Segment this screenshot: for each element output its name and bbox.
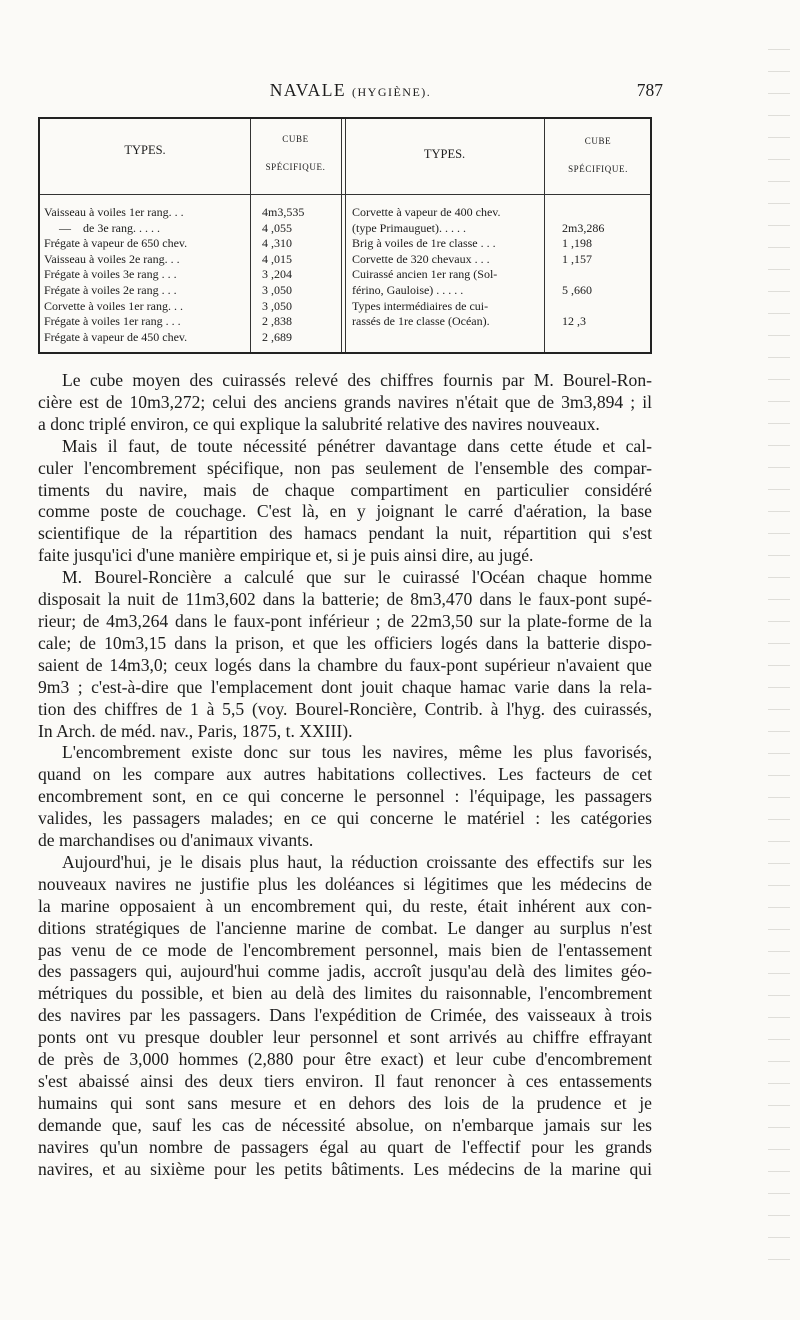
header-cube-right [544, 127, 652, 183]
body-line: s'est abaissé ainsi des deux tiers environ. Il faut renoncer à ces entassements [38, 1071, 652, 1091]
table-row-value: 1 ,198 [562, 236, 592, 251]
body-line: de marchandises ou d'animaux vivants. [38, 830, 314, 851]
body-line: cale; de 10m3,15 dans la prison, et que les officiers logés dans la batterie dispo- [38, 632, 652, 653]
header-cube-left-1: CUBE [282, 134, 309, 144]
body-line: culer l'encombrement spécifique, non pas seulement de l'ensemble des compar- [38, 457, 652, 478]
table-row-type: Corvette à vapeur de 400 chev. [352, 205, 501, 219]
body-line: rieur; de 4m3,264 dans le faux-pont inférieur ; de 22m3,50 sur la plate-forme de la [38, 610, 652, 631]
body-line: valides, les passagers malades; en ce qui concerne le matériel : les catégories [38, 808, 652, 829]
table-row-type: Frégate à vapeur de 450 chev. [44, 329, 188, 344]
right-values-column [562, 205, 648, 330]
table-row-value: 4 ,310 [262, 236, 292, 251]
table-row-type: Brig à voiles de 1re classe . . . [352, 236, 496, 251]
table-header-rule [40, 194, 650, 195]
cube-table [38, 117, 652, 354]
table-row-value: 3 ,050 [262, 282, 292, 297]
body-line: navires, et au sixième pour les petits bâtiments. Les médecins de la marine qui [38, 1158, 652, 1179]
table-row-value: 4 ,015 [262, 251, 292, 266]
body-text [38, 370, 652, 1181]
body-line: saient de 14m3,0; ceux logés dans la chambre du faux-pont supérieur n'avaient que [38, 654, 652, 675]
body-line: demande que, sauf les cas de nécessité absolue, on n'embarque jamais sur les [38, 1114, 652, 1135]
body-line: tion des chiffres de 1 à 5,5 (voy. Bourel-Roncière, Contrib. à l'hyg. des cuirassés, [38, 698, 652, 719]
table-row-type: Vaisseau à voiles 2e rang. . . [44, 251, 180, 266]
body-line: Aujourd'hui, je le disais plus haut, la réduction croissante des effectifs sur les [62, 851, 652, 872]
body-line: humains qui sont sans mesure et en dehors des lois de la prudence et je [38, 1092, 652, 1113]
table-row-value: 4 ,055 [262, 220, 292, 235]
table-row-value: 4m3,535 [262, 205, 305, 219]
table-row-value: 2 ,689 [262, 329, 292, 344]
body-line: M. Bourel-Roncière a calculé que sur le cuirassé l'Océan chaque homme [62, 567, 652, 588]
table-row-value: 3 ,204 [262, 267, 292, 282]
body-line: des navires par les passagers. Dans l'expédition de Crimée, des vaisseaux à trois [38, 1005, 652, 1026]
table-row-value: 5 ,660 [562, 282, 592, 297]
table-row-type: Cuirassé ancien 1er rang (Sol- [352, 267, 498, 282]
body-line: Mais il faut, de toute nécessité pénétrer davantage dans cette étude et cal- [62, 435, 652, 456]
body-line: In Arch. de méd. nav., Paris, 1875, t. XXIII). [38, 720, 353, 741]
left-values-column [262, 205, 338, 345]
body-line: a donc triplé environ, ce qui explique la salubrité relative des navires nouveaux. [38, 413, 600, 434]
body-line: la marine opposaient à un encombrement qui, du reste, était inhérent aux con- [38, 895, 652, 916]
body-line: de près de 3,000 hommes (2,880 pour être exact) et leur cube d'encombrement [38, 1049, 652, 1070]
header-cube-right-1: CUBE [584, 136, 612, 146]
table-row-type: Frégate à voiles 3e rang . . . [44, 267, 177, 282]
body-line: scientifique de la répartition des hamacs pendant la nuit, répartition qui s'est [38, 523, 652, 544]
header-cube-right-2: SPÉCIFIQUE. [568, 164, 628, 174]
body-line: disposait la nuit de 11m3,602 dans la batterie; de 8m3,470 dans le faux-pont supé- [38, 589, 652, 610]
running-title [38, 80, 663, 101]
body-line: nouveaux navires ne justifie plus les doléances si légitimes que les médecins de [38, 873, 652, 894]
body-line: L'encombrement existe donc sur tous les navires, même les plus favorisés, [62, 742, 652, 763]
body-line: pas venu de ce mode de l'encombrement personnel, mais bien de l'entassement [38, 939, 652, 960]
table-row-value [562, 299, 648, 315]
table-row-type: Types intermédiaires de cui- [352, 298, 489, 313]
body-line: quand on les compare aux autres habitations collectives. Les facteurs de cet [38, 764, 652, 785]
table-row-type: Frégate à voiles 1er rang . . . [44, 314, 181, 329]
page-header [38, 80, 663, 106]
body-line: ponts ont vu presque doubler leur personnel et sont arrivés au chiffre effrayant [38, 1027, 652, 1048]
body-line: encombrement sont, en ce qui concerne le personnel : l'équipage, les passagers [38, 786, 652, 807]
running-title-sub: (HYGIÈNE). [351, 85, 432, 99]
table-row-value [562, 267, 648, 283]
table-row-value: 2 ,838 [262, 314, 292, 329]
left-types-column [44, 205, 248, 345]
table-row-value: 12 ,3 [562, 314, 586, 329]
body-line: des passagers qui, aujourd'hui comme jadis, accroît jusqu'au delà des limites géo- [38, 961, 652, 982]
table-row-value [562, 205, 648, 221]
header-types-left: TYPES. [124, 143, 166, 157]
table-row-type: férino, Gauloise) . . . . . [352, 282, 464, 297]
body-line: navires qu'un nombre de passagers égal au quart de l'effectif pour les grands [38, 1136, 652, 1157]
table-row-type: Corvette à voiles 1er rang. . . [44, 298, 183, 313]
body-line: timents du navire, mais de chaque compartiment en particulier considéré [38, 479, 652, 500]
body-line: Le cube moyen des cuirassés relevé des chiffres fournis par M. Bourel-Ron- [62, 370, 652, 390]
body-line: comme poste de couchage. C'est là, en y joignant le carré d'aération, la base [38, 501, 652, 522]
body-line: ditions stratégiques de l'ancienne marine de combat. Le danger au surplus n'est [38, 917, 652, 938]
table-row-type: Frégate à vapeur de 650 chev. [44, 236, 188, 251]
body-line: faite jusqu'ici d'une manière empirique et, si je puis ainsi dire, au jugé. [38, 545, 534, 566]
page-number: 787 [636, 80, 663, 100]
table-row-value: 1 ,157 [562, 251, 592, 266]
running-title-main: NAVALE [269, 80, 347, 100]
table-row-value: 2m3,286 [562, 220, 605, 235]
table-row-type: Corvette de 320 chevaux . . . [352, 251, 490, 266]
header-cube-left [250, 125, 341, 181]
table-row-type: rassés de 1re classe (Océan). [352, 314, 490, 329]
table-row-type: Frégate à voiles 2e rang . . . [44, 282, 177, 297]
table-row-value: 3 ,050 [262, 298, 292, 313]
header-cube-left-2: SPÉCIFIQUE. [265, 162, 326, 172]
body-line: 9m3 ; c'est-à-dire que l'emplacement dont jouit chaque hamac varie dans la rela- [38, 676, 652, 697]
header-types-right: TYPES. [423, 147, 466, 161]
body-line: cière est de 10m3,272; celui des anciens grands navires n'était que de 3m3,894 ; il [38, 391, 652, 412]
body-line: métriques du possible, et bien au delà des limites du raisonnable, l'encombrement [38, 983, 652, 1004]
right-types-column [352, 205, 542, 330]
table-row-type: Vaisseau à voiles 1er rang. . . [44, 205, 184, 219]
table-row-type: (type Primauguet). . . . . [352, 220, 466, 235]
table-row-type: — de 3e rang. . . . . [44, 220, 160, 235]
margin-scan-artifacts [768, 40, 790, 1280]
